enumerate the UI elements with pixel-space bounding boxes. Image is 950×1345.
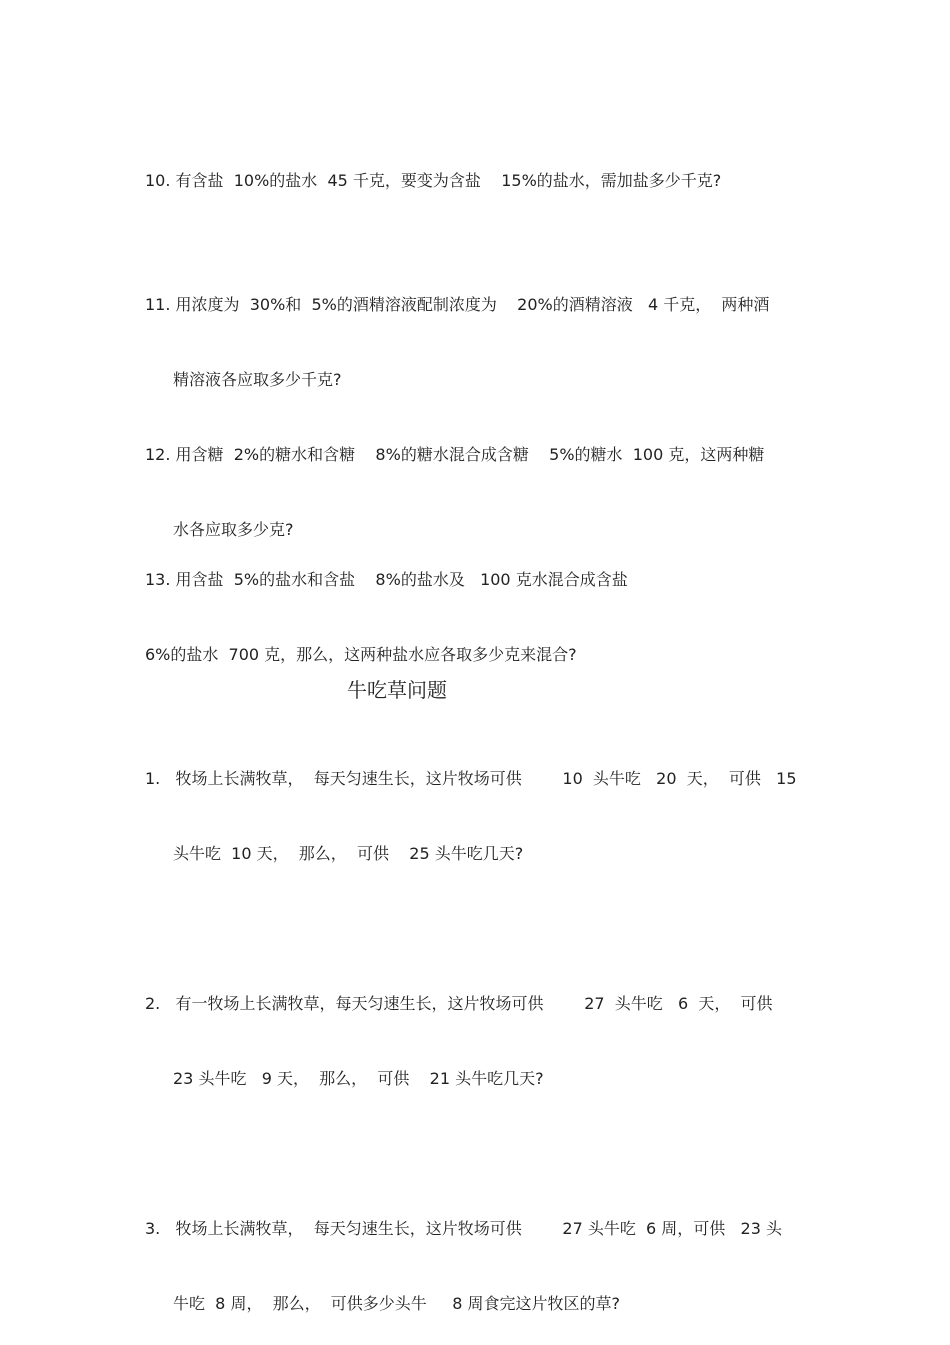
grass-question-2-line2: 23 头牛吃 9 天， 那么， 可供 21 头牛吃几天? <box>173 1069 544 1088</box>
question-10-line1: 10. 有含盐 10%的盐水 45 千克，要变为含盐 15%的盐水，需加盐多少千克? <box>145 171 722 190</box>
grass-question-3-line1: 3. 牧场上长满牧草， 每天匀速生长，这片牧场可供 27 头牛吃 6 周，可供 23 头 <box>145 1219 782 1238</box>
question-13-line2: 6%的盐水 700 克，那么，这两种盐水应各取多少克来混合? <box>145 645 577 664</box>
question-13 <box>145 517 628 692</box>
grass-question-2-line1: 2. 有一牧场上长满牧草，每天匀速生长，这片牧场可供 27 头牛吃 6 天， 可供 <box>145 994 773 1013</box>
grass-question-3-line2: 牛吃 8 周， 那么， 可供多少头牛 8 周食完这片牧区的草? <box>173 1294 620 1313</box>
grass-question-1-line1: 1. 牧场上长满牧草， 每天匀速生长，这片牧场可供 10 头牛吃 20 天， 可供 15 <box>145 769 797 788</box>
question-10 <box>145 118 721 218</box>
grass-question-2 <box>145 941 773 1116</box>
grass-question-1-line2: 头牛吃 10 天， 那么， 可供 25 头牛吃几天? <box>173 844 524 863</box>
question-13-line1: 13. 用含盐 5%的盐水和含盐 8%的盐水及 100 克水混合成含盐 <box>145 570 628 589</box>
question-11-line1: 11. 用浓度为 30%和 5%的酒精溶液配制浓度为 20%的酒精溶液 4 千克， 两种酒 <box>145 295 770 314</box>
grass-question-3 <box>145 1166 782 1341</box>
grass-question-1 <box>145 716 797 891</box>
question-12-line1: 12. 用含糖 2%的糖水和含糖 8%的糖水混合成含糖 5%的糖水 100 克，这两种糖 <box>145 445 765 464</box>
section-title: 牛吃草问题 <box>347 678 447 702</box>
question-11 <box>145 242 769 417</box>
question-11-line2: 精溶液各应取多少千克? <box>173 370 342 389</box>
question-12-line2: 水各应取多少克? <box>173 520 294 539</box>
